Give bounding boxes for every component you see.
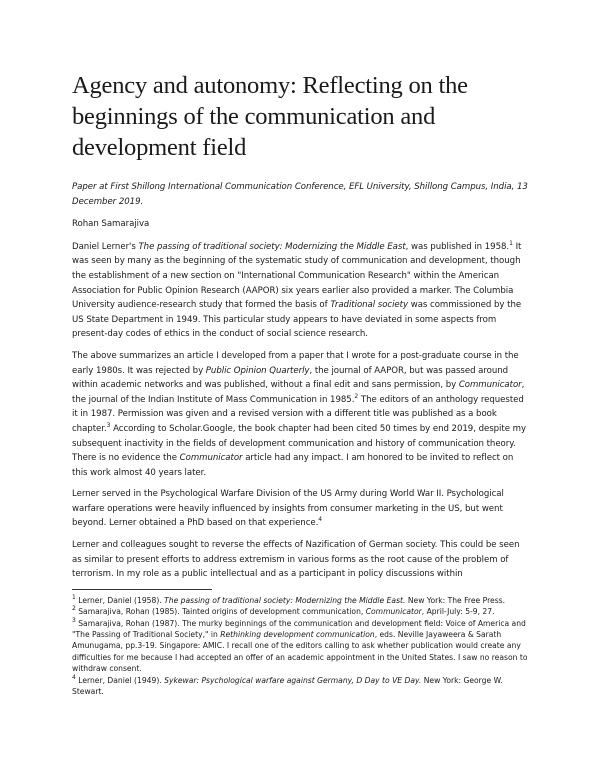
footnote-ref-2: 2	[354, 392, 359, 400]
author-name: Rohan Samarajiva	[72, 219, 150, 230]
paragraph-2: The above summarizes an article I developed from a paper that I wrote for a post-graduate course in the early 1980s. It was rejected by Public Opinion Quarterly, the journal of AAPOR, but was passed around within academic networks and was published, without a final edit and sans permission, by Communicator, the journal of the Indian Institute of Mass Communication in 1985.$^2$ The editors of an anthology requested it in 1987. Permission was given and a revised version with a different title was published as a book chapter.$^3$ According to Scholar.Google, the book chapter had been cited 50 times by end 2019, despite my subsequent inactivity in the fields of development communication and history of communication theory. There is no evidence the Communicator article had any impact. I am honored to be invited to reflect on this work almost 40 years later.	[72, 350, 526, 478]
body-text	[72, 180, 528, 582]
footnote-ref-3: 3	[106, 421, 111, 429]
paragraph-4: Lerner and colleagues sought to reverse the effects of Nazification of German society. This could be seen as similar to present efforts to address extremism in various forms as the root cause of the problem of terrorism. In my role as a public intellectual and as a participant in policy discussions within	[72, 540, 520, 580]
footnote-divider	[72, 589, 212, 590]
paragraph-1: Daniel Lerner's The passing of traditional society: Modernizing the Middle East, was published in 1958.$^1$ It was seen by many as the beginning of the systematic study of communication and development, though the establishment of a new section on "International Communication Research" within the American Association for Public Opinion Research (AAPOR) six years earlier also provided a marker. The Columbia University audience-research study that formed the basis of Traditional society was commissioned by the US State Department in 1949. This particular study appears to have deviated in some aspects from present-day codes of ethics in the conduct of social science research.	[72, 239, 522, 340]
footnote-3: $^3$ Samarajiva, Rohan (1987). The murky beginnings of the communication and development field: Voice of America and "The Passing of Traditional Society," in Rethinking development communication, eds. Neville Jayaweera & Sarath Amunugama, pp.3-19. Singapore: AMIC. I recall one of the editors calling to ask whether publication would create any difficulties for me because I had accepted an offer of an academic appointment in the United States. I saw no reason to withdraw consent.	[72, 616, 528, 674]
footnotes	[72, 595, 528, 698]
footnote-1: $^1$ Lerner, Daniel (1958). The passing of traditional society: Modernizing the Middle East. New York: The Free Press.	[72, 593, 506, 605]
paper-subtitle: Paper at First Shillong International Communication Conference, EFL University, Shillong Campus, India, 13 December 2019.	[72, 182, 528, 207]
paragraph-3: Lerner served in the Psychological Warfare Division of the US Army during World War II. Psychological warfare operations were heavily influenced by insights from consumer marketing in the US, but went beyond. Lerner obtained a PhD based on that experience.$^4$	[72, 489, 504, 529]
footnote-ref-4: 4	[318, 516, 323, 524]
paper-title: Agency and autonomy: Reflecting on the beginnings of the communication and development field	[72, 72, 468, 161]
footnote-4: $^4$ Lerner, Daniel (1949). Sykewar: Psychological warfare against Germany, D Day to VE Day. New York: George W. Stewart.	[72, 673, 503, 697]
footnote-2: $^2$ Samarajiva, Rohan (1985). Tainted origins of development communication, Communicator, April-July: 5-9, 27.	[72, 605, 495, 617]
footnote-ref-1: 1	[509, 239, 513, 247]
